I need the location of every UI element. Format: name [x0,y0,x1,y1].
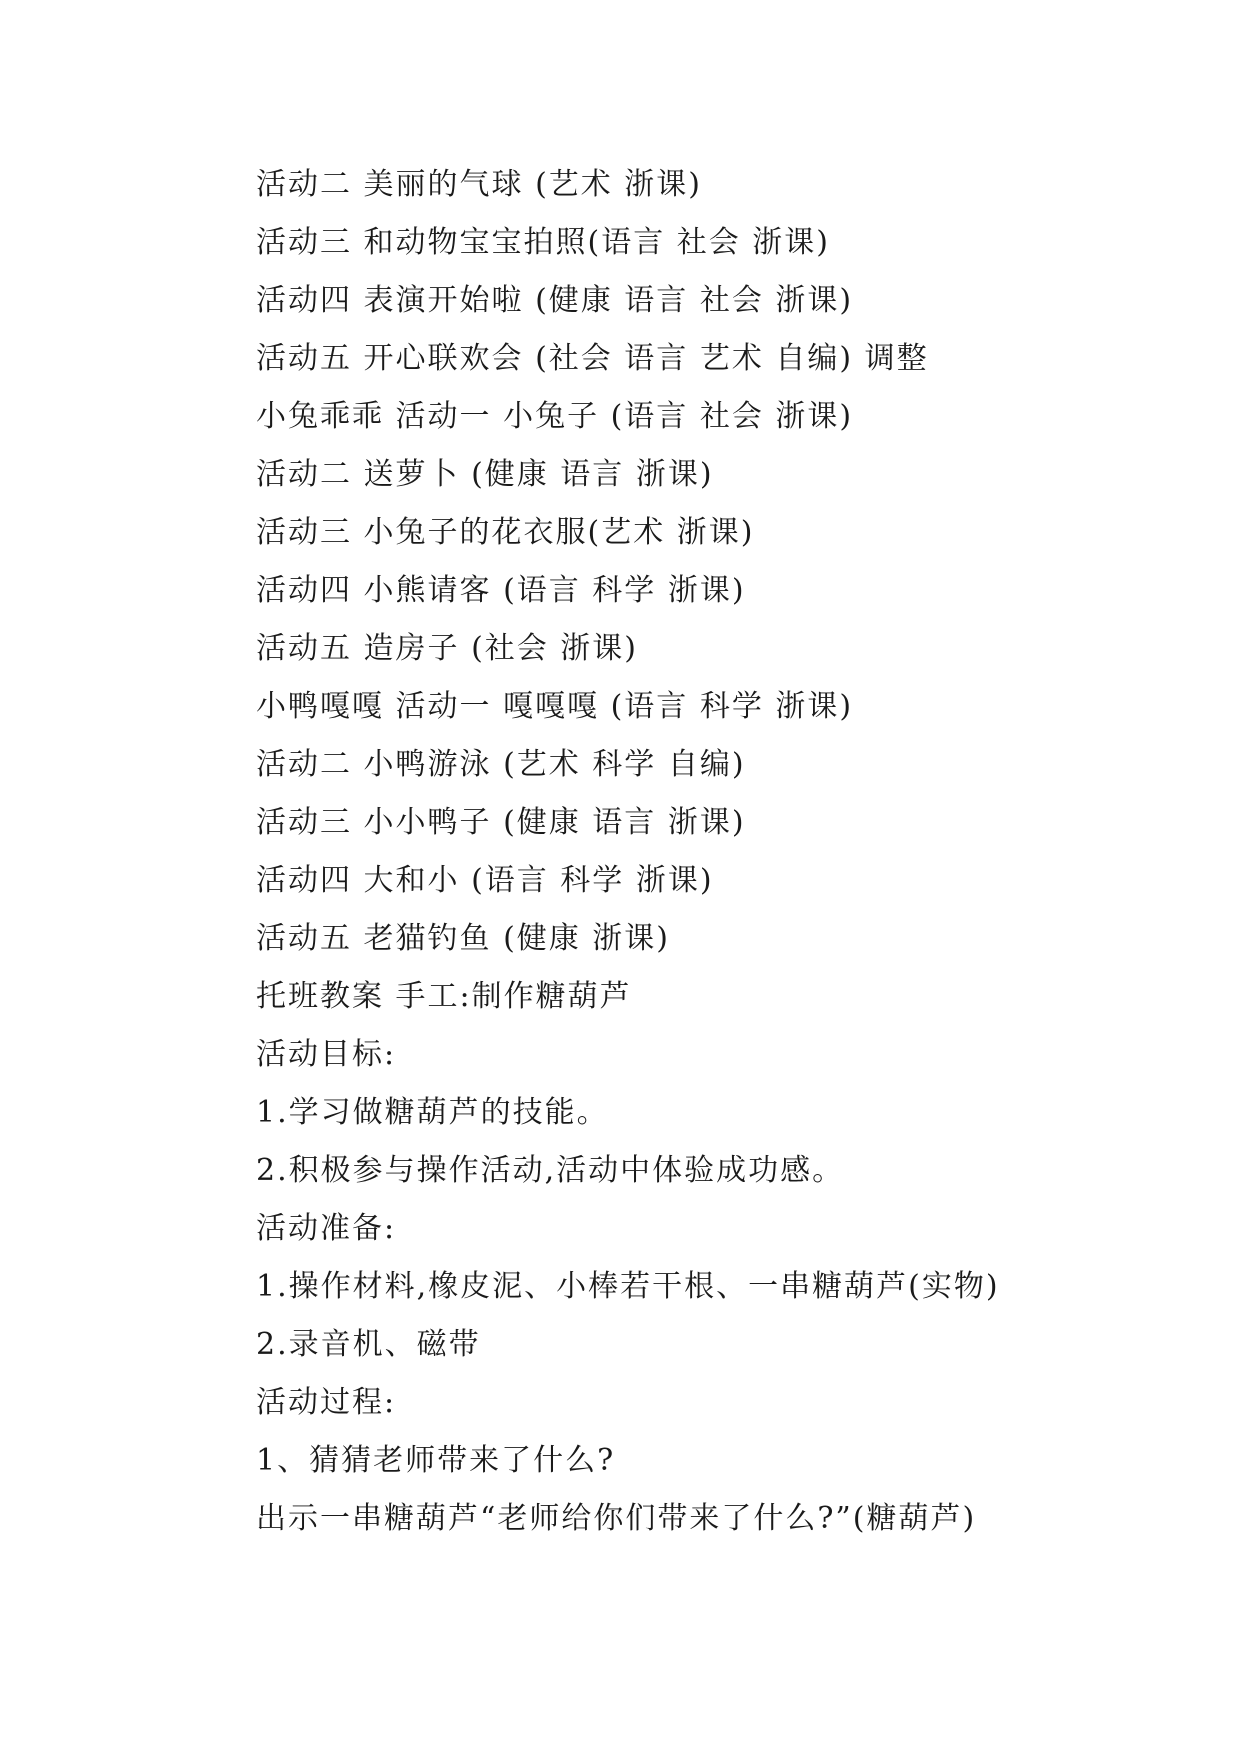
list-item: 1.操作材料,橡皮泥、小棒若干根、一串糖葫芦(实物) [256,1269,1000,1304]
activity-line: 活动五 造房子 (社会 浙课) [256,631,639,666]
activity-line: 活动三 小兔子的花衣服(艺术 浙课) [256,515,755,550]
list-item: 1.学习做糖葫芦的技能。 [256,1095,609,1130]
activity-line: 活动二 美丽的气球 (艺术 浙课) [256,167,703,202]
section-heading: 活动准备: [256,1211,397,1246]
list-item: 1、猜猜老师带来了什么? [256,1443,616,1478]
activity-line: 活动四 表演开始啦 (健康 语言 社会 浙课) [256,283,854,318]
activity-line: 活动三 和动物宝宝拍照(语言 社会 浙课) [256,225,831,260]
section-heading: 活动过程: [256,1385,397,1420]
list-item: 2.录音机、磁带 [256,1327,481,1362]
activity-line: 活动五 老猫钓鱼 (健康 浙课) [256,921,671,956]
activity-line: 活动五 开心联欢会 (社会 语言 艺术 自编) 调整 [256,341,929,376]
paragraph: 出示一串糖葫芦“老师给你们带来了什么?”(糖葫芦) [256,1501,977,1536]
unit-line: 小鸭嘎嘎 活动一 嘎嘎嘎 (语言 科学 浙课) [256,689,854,724]
section-heading: 活动目标: [256,1037,397,1072]
activity-line: 活动四 大和小 (语言 科学 浙课) [256,863,714,898]
activity-line: 活动四 小熊请客 (语言 科学 浙课) [256,573,746,608]
document-body [256,156,1196,1548]
activity-line: 活动二 送萝卜 (健康 语言 浙课) [256,457,714,492]
unit-line: 小兔乖乖 活动一 小兔子 (语言 社会 浙课) [256,399,854,434]
activity-line: 活动二 小鸭游泳 (艺术 科学 自编) [256,747,746,782]
list-item: 2.积极参与操作活动,活动中体验成功感。 [256,1153,845,1188]
activity-line: 活动三 小小鸭子 (健康 语言 浙课) [256,805,746,840]
lesson-title: 托班教案 手工:制作糖葫芦 [256,979,632,1014]
